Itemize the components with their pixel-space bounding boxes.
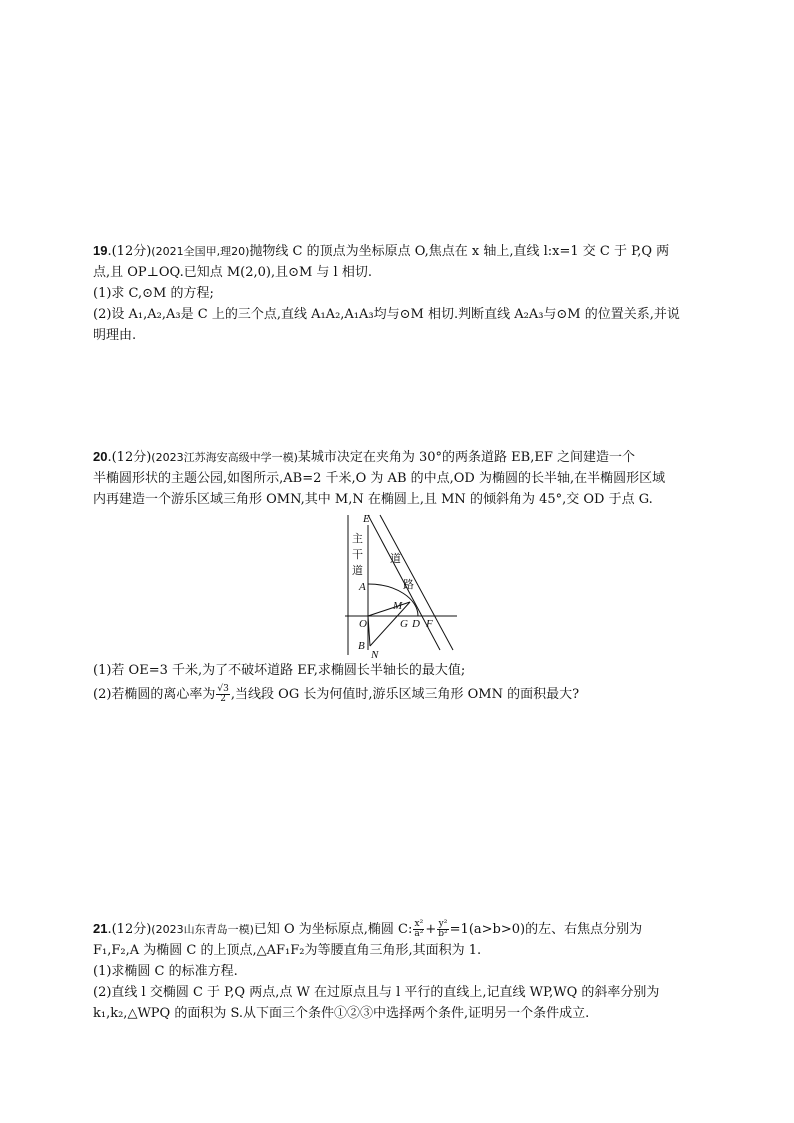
q21-part-2-cont: k₁,k₂,△WPQ 的面积为 S.从下面三个条件①②③中选择两个条件,证明另一个条件成立. — [93, 1006, 590, 1021]
q21-part-1: (1)求椭圆 C 的标准方程. — [93, 964, 238, 979]
q21-line1 — [93, 918, 705, 940]
point-O: O — [359, 618, 367, 630]
q21-source: (2023山东青岛一模) — [151, 923, 254, 936]
q20-number: 20 — [93, 449, 108, 464]
q21-text-2: F₁,F₂,A 为椭圆 C 的上顶点,△AF₁F₂为等腰直角三角形,其面积为 1. — [93, 943, 482, 958]
q19-part-2: (2)设 A₁,A₂,A₃是 C 上的三个点,直线 A₁A₂,A₁A₃均与⊙M 相切.判断直线 A₂A₃与⊙M 的位置关系,并说 — [93, 307, 680, 322]
q20-fraction — [216, 685, 229, 704]
q21-text-1b: =1(a>b>0)的左、右焦点分别为 — [449, 922, 643, 937]
label-road-2: 路 — [403, 579, 414, 591]
q20-part-2 — [93, 684, 705, 705]
q20-frac-den: 2 — [220, 694, 227, 704]
point-F: F — [426, 618, 433, 630]
question-20 — [93, 446, 705, 510]
q20-score: .(12分) — [107, 450, 152, 465]
q21-text-1a: 已知 O 为坐标原点,椭圆 C: — [253, 922, 413, 937]
label-main-road-1: 主 — [352, 533, 363, 545]
label-main-road-3: 道 — [352, 565, 363, 577]
label-road-1: 道 — [390, 553, 401, 565]
q19-score: .(12分) — [107, 244, 152, 259]
q20-source: (2023江苏海安高级中学一模) — [151, 451, 298, 464]
q21-number: 21 — [93, 921, 108, 936]
point-A: A — [359, 581, 366, 593]
q20-text-1: 某城市决定在夹角为 30°的两条道路 EB,EF 之间建造一个 — [297, 450, 635, 465]
q21-f1-num: x² — [414, 919, 424, 929]
q19-line1 — [93, 240, 705, 262]
q21-plus: + — [425, 922, 437, 937]
question-21 — [93, 918, 705, 1024]
q20-part-2-text-a: (2)若椭圆的离心率为 — [93, 687, 216, 702]
q19-source: (2021全国甲,理20) — [151, 245, 250, 258]
question-20-parts — [93, 660, 705, 705]
q19-part-1: (1)求 C,⊙M 的方程; — [93, 286, 214, 301]
q21-fraction-y — [437, 920, 448, 939]
point-M: M — [393, 600, 403, 612]
q21-fraction-x — [413, 920, 424, 939]
q19-text-2: 点,且 OP⊥OQ.已知点 M(2,0),且⊙M 与 l 相切. — [93, 265, 372, 280]
q20-line1 — [93, 446, 705, 468]
label-main-road-2: 干 — [352, 549, 363, 561]
q21-f2-den: b² — [438, 929, 448, 939]
point-D: D — [412, 618, 420, 630]
q19-text-1: 抛物线 C 的顶点为坐标原点 O,焦点在 x 轴上,直线 l:x=1 交 C 于 P,Q 两 — [249, 244, 670, 259]
point-G: G — [400, 618, 408, 630]
q20-part-1: (1)若 OE=3 千米,为了不破坏道路 EF,求椭圆长半轴长的最大值; — [93, 663, 466, 678]
point-E: E — [363, 513, 370, 525]
q20-text-2: 半椭圆形状的主题公园,如图所示,AB=2 千米,O 为 AB 的中点,OD 为椭圆的长半轴,在半椭圆形区域 — [93, 471, 666, 486]
q20-figure — [340, 510, 460, 660]
q21-f2-num: y² — [438, 919, 448, 929]
q21-f1-den: a² — [414, 929, 424, 939]
point-N: N — [371, 649, 379, 660]
q19-number: 19 — [93, 243, 108, 258]
q21-part-2: (2)直线 l 交椭圆 C 于 P,Q 两点,点 W 在过原点且与 l 平行的直线上,记直线 WP,WQ 的斜率分别为 — [93, 985, 660, 1000]
q21-score: .(12分) — [107, 922, 152, 937]
question-19 — [93, 240, 705, 346]
q20-frac-num: √3 — [217, 684, 229, 694]
q20-part-2-text-b: ,当线段 OG 长为何值时,游乐区域三角形 OMN 的面积最大? — [230, 687, 580, 702]
point-B: B — [358, 640, 365, 652]
q19-part-2-cont: 明理由. — [93, 328, 137, 343]
q20-text-3: 内再建造一个游乐区域三角形 OMN,其中 M,N 在椭圆上,且 MN 的倾斜角为 45°,交 OD 于点 G. — [93, 492, 653, 507]
